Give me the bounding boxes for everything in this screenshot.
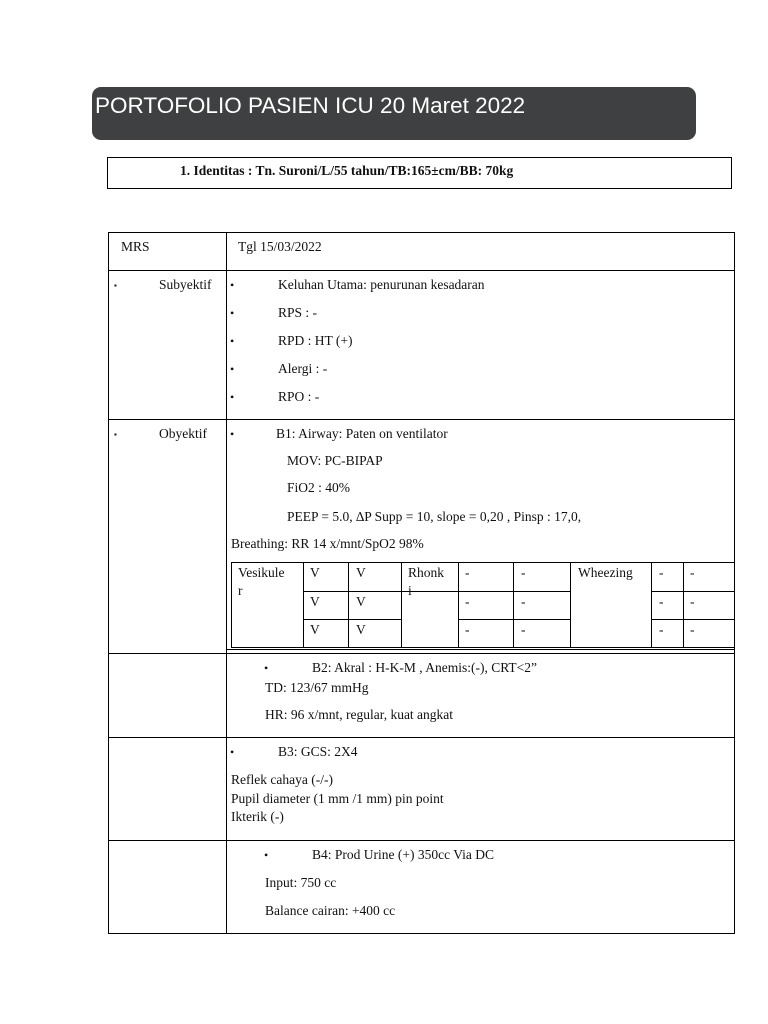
b4-line: B4: Prod Urine (+) 350cc Via DC [312,847,495,862]
table-column-divider [226,232,227,934]
lung-table-line [231,562,734,563]
breathing: Breathing: RR 14 x/mnt/SpO2 98% [231,536,424,551]
lung-cell: - [659,594,664,609]
bullet: • [230,427,235,441]
page-title: PORTOFOLIO PASIEN ICU 20 Maret 2022 [95,93,526,118]
b3-line: B3: GCS: 2X4 [278,744,358,759]
lung-cell: - [465,594,470,609]
table-border-right [734,232,735,934]
subyektif-item: RPS : - [278,305,318,320]
lung-cell: V [310,622,320,637]
lung-table-line [458,591,570,592]
lung-cell: - [690,594,695,609]
bullet: • [230,306,235,320]
table-border-bottom [108,933,735,934]
bullet: • [264,661,269,675]
bullet: • [230,390,235,404]
fio2: FiO2 : 40% [287,480,351,495]
vesikuler-label-cont: r [238,583,243,598]
rhonki-label-cont: i [408,583,412,598]
bullet: • [230,334,235,348]
bullet: • [230,362,235,376]
b2-line: B2: Akral : H-K-M , Anemis:(-), CRT<2” [312,660,538,675]
table-row-divider [108,419,735,420]
peep-settings: PEEP = 5.0, ∆P Supp = 10, slope = 0,20 , Pinsp : 17,0, [287,509,582,524]
obyektif-label: Obyektif [159,426,207,441]
lung-table-line [303,591,458,592]
subyektif-item: Alergi : - [278,361,328,376]
b3-reflek: Reflek cahaya (-/-) [231,772,333,787]
lung-table-line [651,591,734,592]
vesikuler-label: Vesikule [238,565,285,580]
table-row-divider [108,653,735,654]
b1-airway: B1: Airway: Paten on ventilator [276,426,448,441]
lung-table-line [570,562,571,648]
bullet: • [230,278,235,292]
lung-cell: - [521,594,526,609]
b2-td: TD: 123/67 mmHg [265,680,369,695]
lung-cell: V [356,565,366,580]
subyektif-item: RPO : - [278,389,320,404]
table-row-divider [108,840,735,841]
table-row-divider [108,737,735,738]
bullet: • [230,745,235,759]
wheezing-label: Wheezing [578,565,633,580]
lung-table-line [303,562,304,648]
b4-balance: Balance cairan: +400 cc [265,903,396,918]
lung-cell: - [521,622,526,637]
b3-pupil: Pupil diameter (1 mm /1 mm) pin point [231,791,444,806]
identity-text: 1. Identitas : Tn. Suroni/L/55 tahun/TB:165±cm/BB: 70kg [180,163,514,178]
title-bar [92,87,696,140]
lung-table-line [303,619,401,620]
lung-cell: V [356,622,366,637]
subyektif-item: RPD : HT (+) [278,333,353,348]
subyektif-item: Keluhan Utama: penurunan kesadaran [278,277,485,292]
lung-table-line [458,619,570,620]
small-bullet: ▪ [114,430,117,439]
b2-hr: HR: 96 x/mnt, regular, kuat angkat [265,707,454,722]
lung-cell: - [465,622,470,637]
lung-table-line [348,562,349,648]
lung-cell: - [465,565,470,580]
mrs-label: MRS [121,239,150,254]
lung-table-line [231,562,232,648]
lung-table-line [401,562,402,648]
lung-cell: - [659,622,664,637]
b3-ikterik: Ikterik (-) [231,809,284,824]
table-border-left [108,232,109,934]
b4-input: Input: 750 cc [265,875,337,890]
table-row-divider [108,270,735,271]
lung-table-line [231,647,734,648]
lung-cell: - [521,565,526,580]
rhonki-label: Rhonk [408,565,445,580]
lung-table-line [458,562,459,648]
lung-cell: V [356,594,366,609]
mov-mode: MOV: PC-BIPAP [287,453,383,468]
mrs-date: Tgl 15/03/2022 [238,239,322,254]
lung-table-line [683,562,684,648]
bullet: • [264,848,269,862]
lung-table-line [651,619,734,620]
lung-cell: V [310,565,320,580]
lung-table-line [651,562,652,648]
lung-table-line [226,649,735,650]
lung-cell: V [310,594,320,609]
small-bullet: ▪ [114,281,117,290]
table-border-top [108,232,735,233]
lung-cell: - [690,622,695,637]
subyektif-label: Subyektif [159,277,212,292]
lung-cell: - [659,565,664,580]
lung-cell: - [690,565,695,580]
lung-table-line [513,562,514,648]
identity-box [107,157,732,189]
